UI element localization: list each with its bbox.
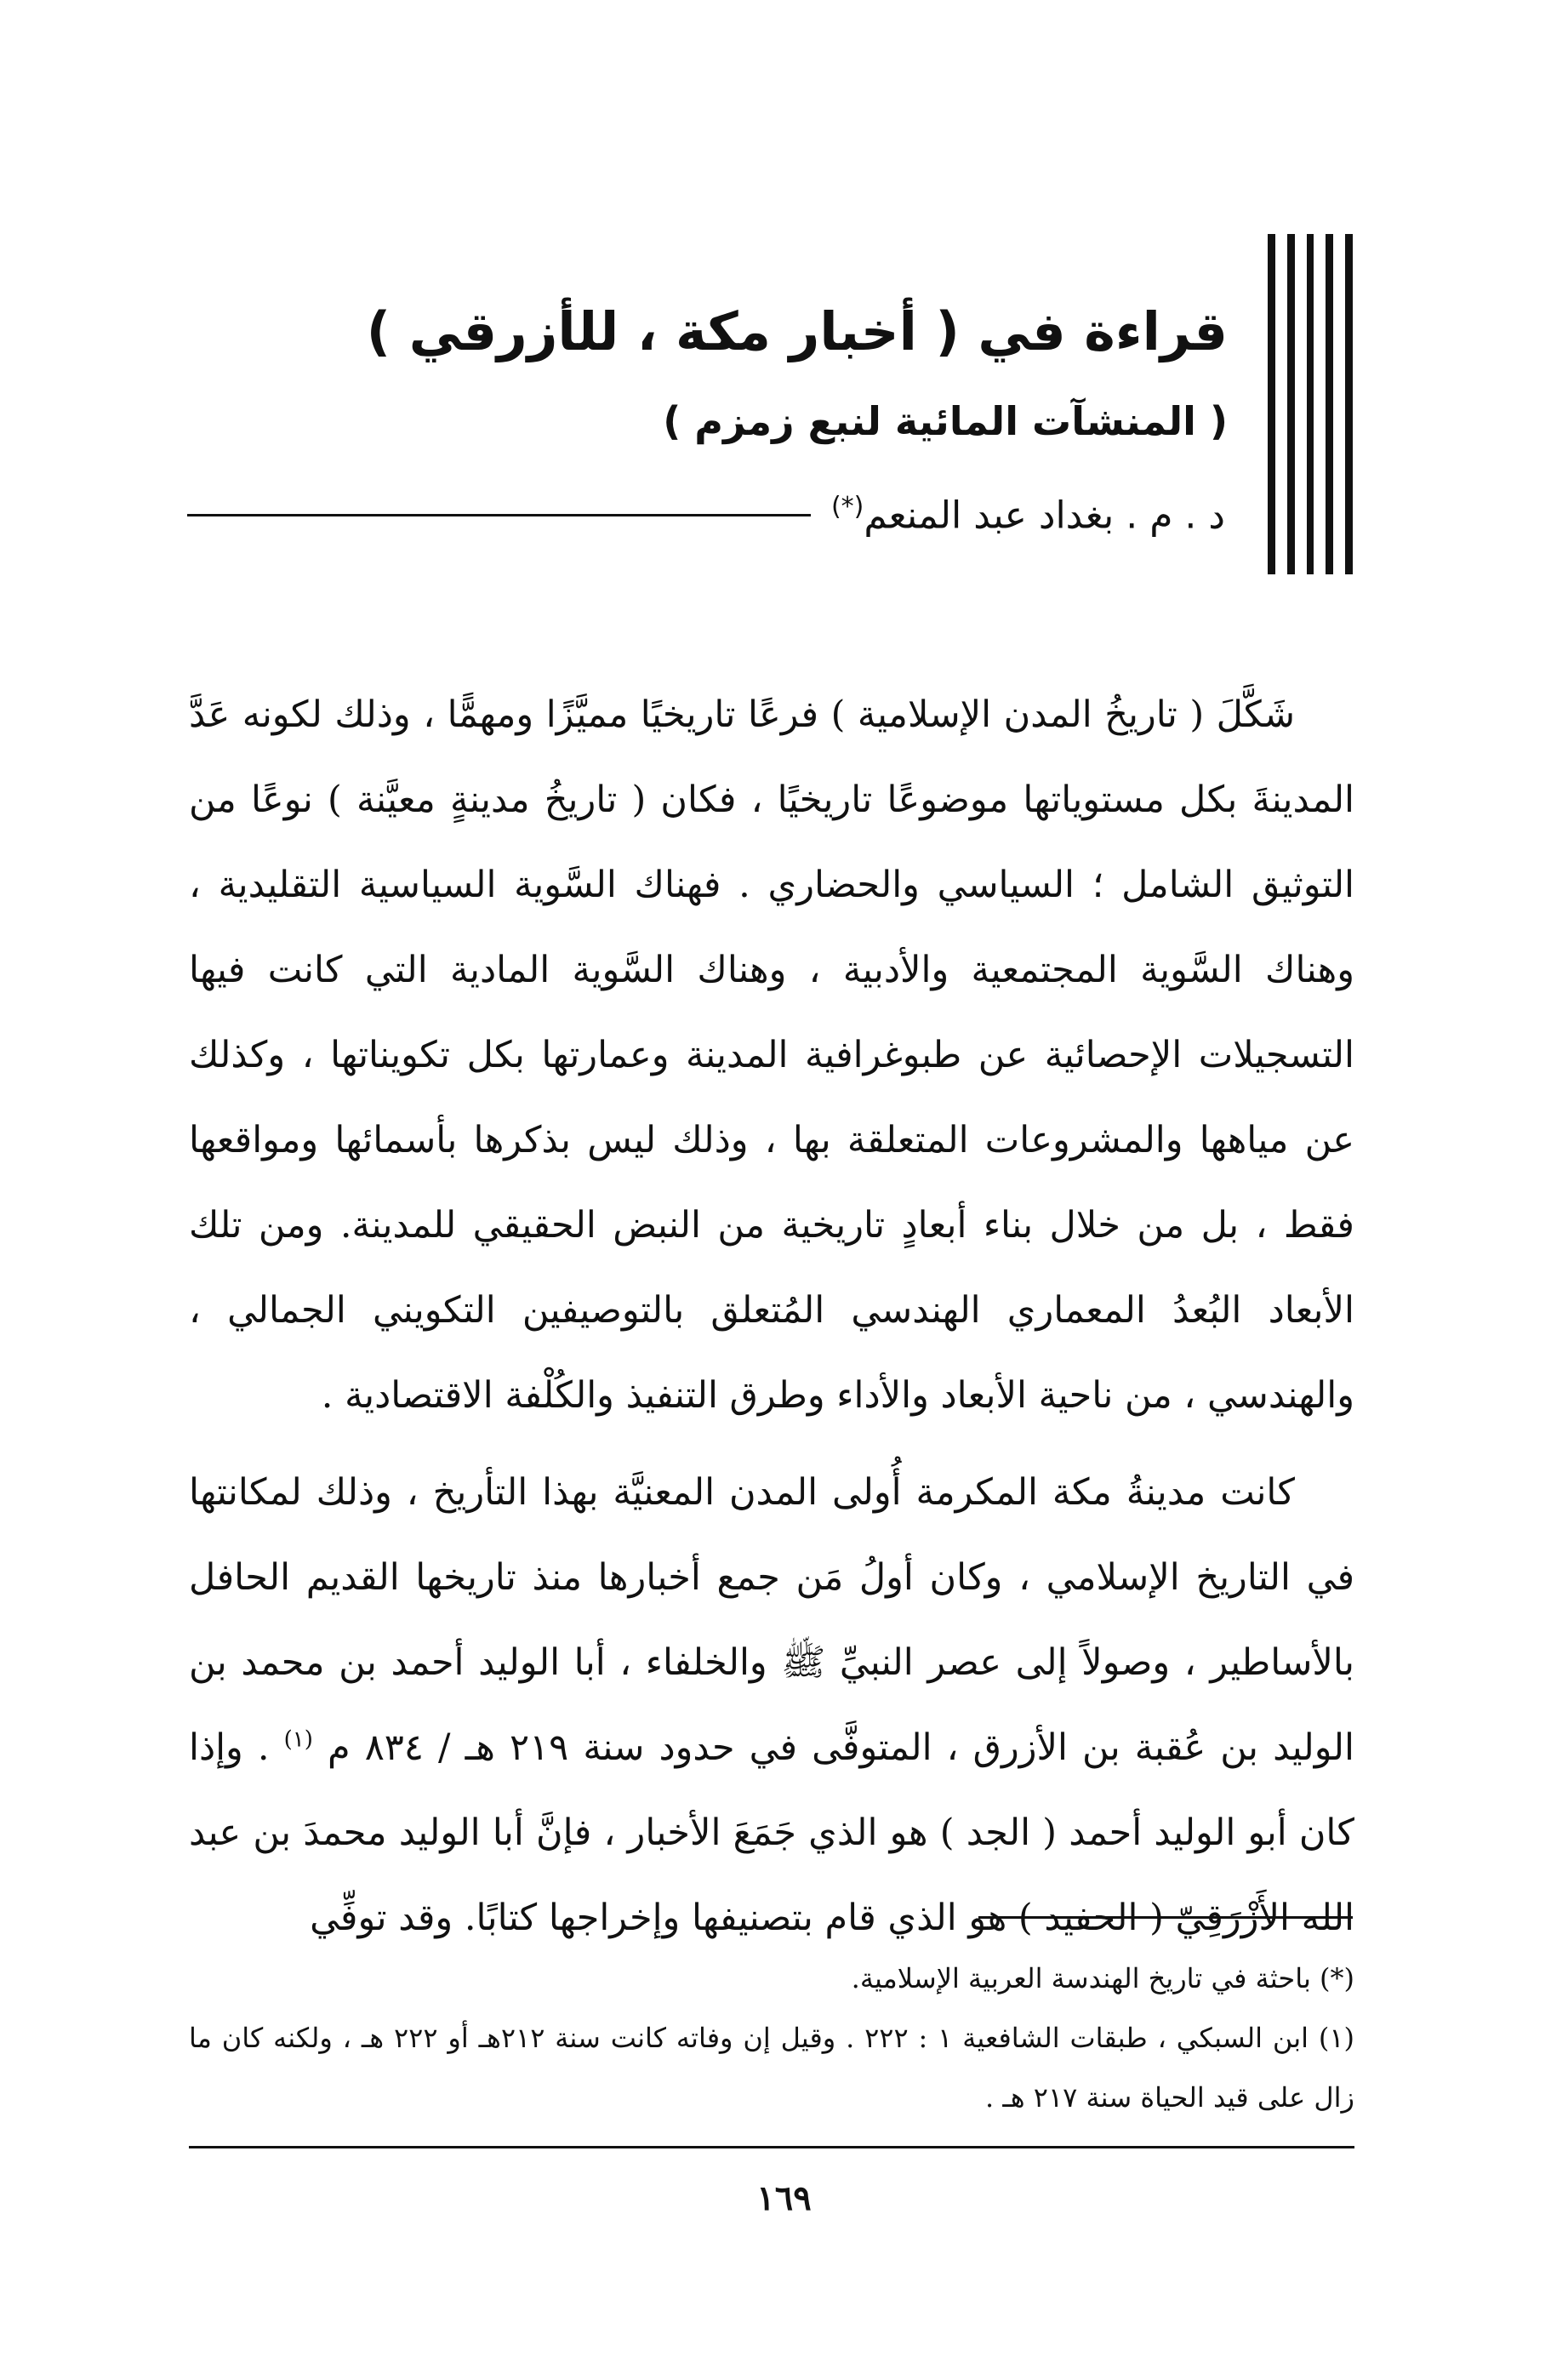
footnote-1: (١) ابن السبكي ، طبقات الشافعية ١ : ٢٢٢ . وقيل إن وفاته كانت سنة ٢١٢هـ أو ٢٢٢ هـ ، ولكنه كان ما زال على قيد الحياة سنة ٢١٧ هـ . [189,2022,1354,2114]
article-body [189,672,1354,1960]
paragraph-2-text-a: كانت مدينةُ مكة المكرمة أُولى المدن المعنيَّة بهذا التأريخ ، وذلك لمكانتها في التاريخ الإسلامي ، وكان أولُ مَن جمع أخبارها منذ تاريخها القديم الحافل بالأساطير ، وصولاً إلى عصر النبيِّ ﷺ والخلفاء ، أبا الوليد أحمد بن محمد بن الوليد بن عُقبة بن الأزرق ، المتوفَّى في حدود سنة ٢١٩ هـ / ٨٣٤ م [189,1471,1354,1769]
author-footnote-marker: (*) [830,492,864,522]
title-block [207,294,1228,455]
article-title: قراءة في ( أخبار مكة ، للأزرقي ) [366,300,1228,362]
body-paragraph-2 [189,1450,1354,1960]
decoration-bar [1345,234,1353,574]
author-rule [187,514,811,516]
author-line [187,485,1225,545]
footnote-separator [978,1916,1353,1919]
bottom-rule [189,2146,1354,2148]
footnote-star: (*) باحثة في تاريخ الهندسة العربية الإسلامية. [851,1962,1354,1994]
decoration-bar [1307,234,1314,574]
page-number: ١٦٩ [756,2178,812,2218]
article-subtitle: ( المنشآت المائية لنبع زمزم ) [663,398,1228,444]
body-paragraph-1: شَكَّلَ ( تاريخُ المدن الإسلامية ) فرعًا تاريخيًا مميَّزًا ومهمًّا ، وذلك لكونه عَدَّ المدينةَ بكل مستوياتها موضوعًا تاريخيًا ، فكان ( تاريخُ مدينةٍ معيَّنة ) نوعًا من التوثيق الشامل ؛ السياسي والحضاري . فهناك السَّوية السياسية التقليدية ، وهناك السَّوية المجتمعية والأدبية ، وهناك السَّوية المادية التي كانت فيها التسجيلات الإحصائية عن طبوغرافية المدينة وعمارتها بكل تكويناتها ، وكذلك عن مياهها والمشروعات المتعلقة بها ، وذلك ليس بذكرها بأسمائها ومواقعها فقط ، بل من خلال بناء أبعادٍ تاريخية من النبض الحقيقي للمدينة. ومن تلك الأبعاد البُعدُ المعماري الهندسي المُتعلق بالتوصيفين التكويني الجمالي ، والهندسي ، من ناحية الأبعاد والأداء وطرق التنفيذ والكُلْفة الاقتصادية . [189,693,1354,1417]
author-name [831,492,1225,538]
footnotes [189,1949,1354,2127]
paragraph-2-text-b: . وإذا كان أبو الوليد أحمد ( الجد ) هو الذي جَمَعَ الأخبار ، فإنَّ أبا الوليد محمدَ بن عبد الله الأَزْرَقِيّ ( الحفيد ) هو الذي قام بتصنيفها وإخراجها كتابًا. وقد توفِّي [189,1726,1354,1939]
footnote-reference-1: (١) [283,1726,313,1753]
title-decoration-bars [1268,234,1353,574]
decoration-bar [1268,234,1275,574]
decoration-bar [1287,234,1295,574]
author-name-text: د . م . بغداد عبد المنعم [864,494,1225,538]
decoration-bar [1326,234,1333,574]
